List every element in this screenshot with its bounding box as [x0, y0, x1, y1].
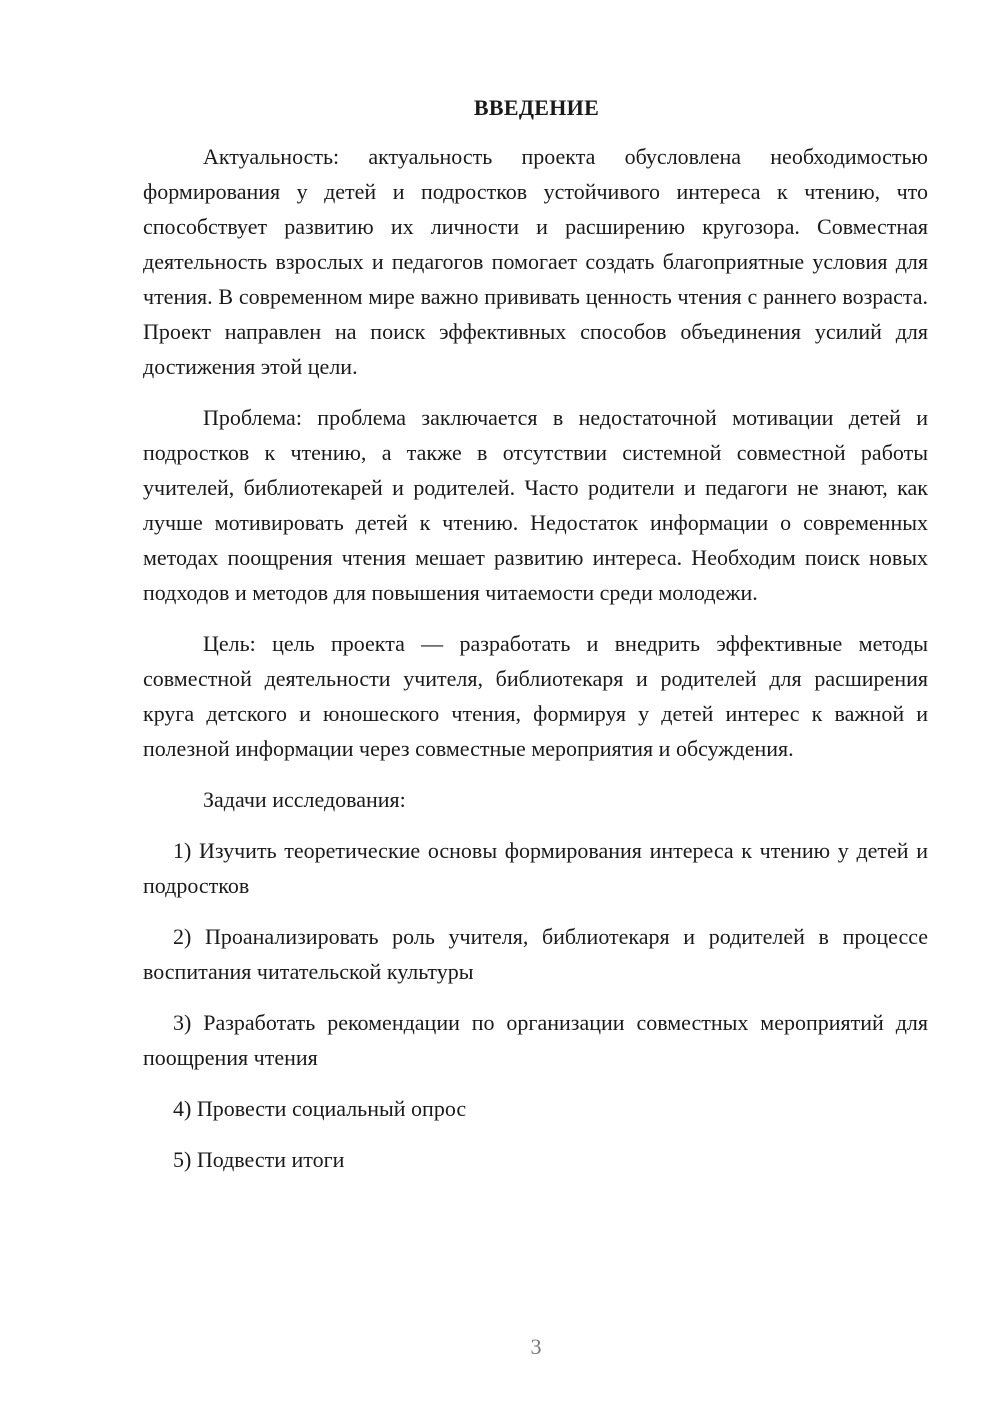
task-item: 4) Провести социальный опрос [173, 1096, 467, 1121]
page-title: ВВЕДЕНИЕ [473, 95, 600, 120]
tasks-heading: Задачи исследования: [203, 787, 406, 812]
relevance-paragraph: Актуальность: актуальность проекта обусловлена необходимостью формирования у детей и подростков устойчивого интереса к чтению, что способствует развитию их личности и расширению кругозора. Совместная деятельность взрослых и педагогов помогает создать благоприятные условия для чтения. В современном мире важно прививать ценность чтения с раннего возраста. Проект направлен на поиск эффективных способов объединения усилий для достижения этой цели. [143, 144, 928, 379]
task-item: 5) Подвести итоги [173, 1147, 345, 1172]
task-item: 3) Разработать рекомендации по организации совместных мероприятий для поощрения чтения [143, 1010, 928, 1070]
task-item: 2) Проанализировать роль учителя, библиотекаря и родителей в процессе воспитания читательской культуры [143, 924, 928, 984]
task-item: 1) Изучить теоретические основы формирования интереса к чтению у детей и подростков [143, 838, 928, 898]
goal-paragraph: Цель: цель проекта — разработать и внедрить эффективные методы совместной деятельности учителя, библиотекаря и родителей для расширения круга детского и юношеского чтения, формируя у детей интерес к важной и полезной информации через совместные мероприятия и обсуждения. [143, 631, 928, 761]
document-page [143, 90, 928, 1193]
problem-paragraph: Проблема: проблема заключается в недостаточной мотивации детей и подростков к чтению, а также в отсутствии системной совместной работы учителей, библиотекарей и родителей. Часто родители и педагоги не знают, как лучше мотивировать детей к чтению. Недостаток информации о современных методах поощрения чтения мешает развитию интереса. Необходим поиск новых подходов и методов для повышения читаемости среди молодежи. [143, 405, 928, 605]
page-number: 3 [530, 1334, 542, 1359]
